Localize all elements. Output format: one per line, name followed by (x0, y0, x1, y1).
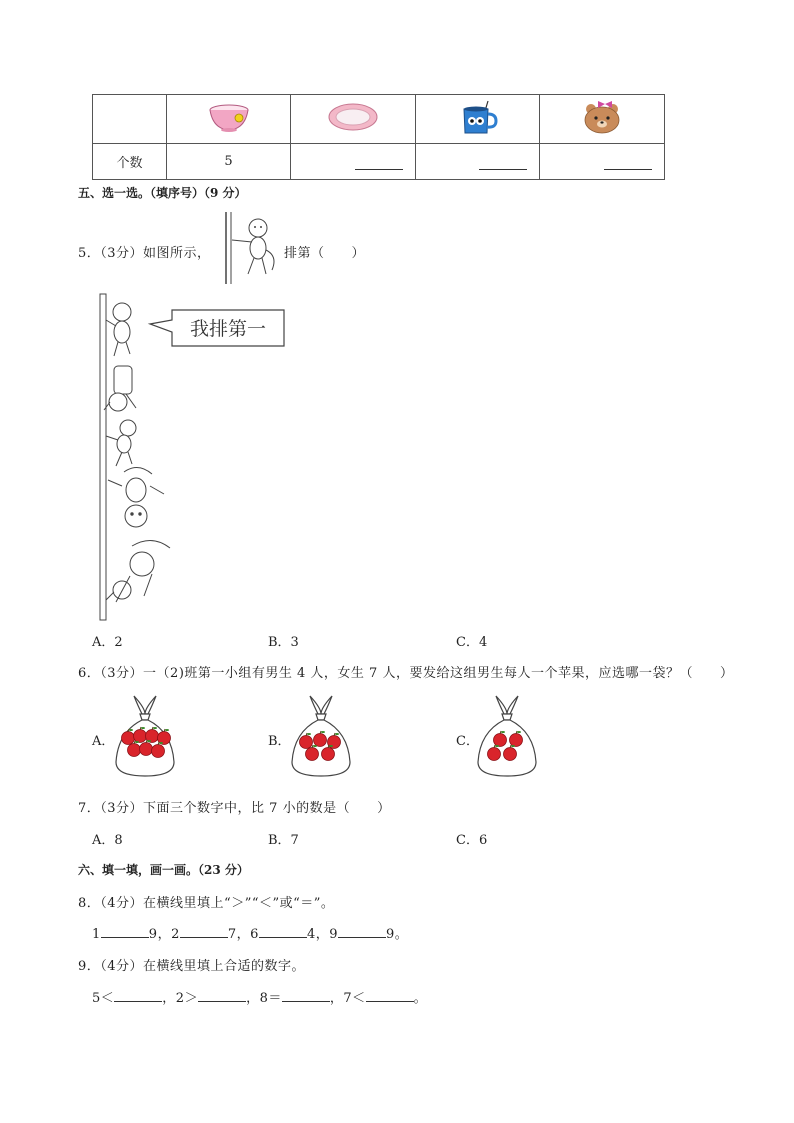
apple-bag-b[interactable] (288, 692, 354, 780)
q9-item-4-left: 7＜ (343, 991, 366, 1006)
plate-icon (327, 102, 379, 132)
count-table (92, 94, 665, 180)
q9-blank-3[interactable] (282, 988, 330, 1002)
row-label: 个数 (93, 144, 167, 180)
apple-bag-c[interactable] (474, 692, 540, 780)
q9-blank-1[interactable] (114, 988, 162, 1002)
q8-blank-2[interactable] (180, 924, 228, 938)
q9-blank-4[interactable] (366, 988, 414, 1002)
bowl-count: 5 (167, 144, 291, 180)
bear-icon (581, 100, 623, 134)
q6-text: 6．（3分）一（2)班第一小组有男生 4 人，女生 7 人，要发给这组男生每人一个苹果，应选哪一袋？（ ） (78, 666, 734, 681)
q8-blank-1[interactable] (101, 924, 149, 938)
q6-option-b[interactable]: B． (268, 734, 291, 749)
plate-count-blank[interactable] (291, 144, 416, 180)
table-cell-bowl (167, 95, 291, 144)
q7-option-c[interactable]: C．6 (456, 833, 488, 848)
q6-option-c[interactable]: C． (456, 734, 479, 749)
q5-option-a[interactable]: A．2 (92, 635, 123, 650)
q8-items: 1 9，2 7，6 4，9 9。 (92, 923, 408, 942)
table-cell-plate (291, 95, 416, 144)
section-6-title: 六、填一填，画一画。（23 分） (78, 863, 249, 877)
bear-count-blank[interactable] (540, 144, 665, 180)
table-row (93, 144, 665, 180)
q9-items: 5＜ ，2＞ ，8＝ ，7＜ 。 (92, 987, 427, 1006)
q8-item-2-left: 2 (171, 927, 180, 942)
q8-item-1-left: 1 (92, 927, 101, 942)
q6-option-a[interactable]: A． (92, 734, 115, 749)
q8-blank-4[interactable] (338, 924, 386, 938)
q8-item-3-right: 4 (306, 927, 316, 942)
cup-count-blank[interactable] (416, 144, 540, 180)
q8-item-4-right: 9。 (386, 927, 409, 942)
q7-option-a[interactable]: A．8 (92, 833, 123, 848)
q8-text: 8．（4分）在横线里填上“＞”“＜”或“＝”。 (78, 896, 335, 911)
q5-option-c[interactable]: C．4 (456, 635, 488, 650)
table-cell-cup (416, 95, 540, 144)
q8-item-4-left: 9 (329, 927, 339, 942)
q5-suffix: 排第（ ） (284, 246, 366, 261)
section-5-title: 五、选一选。（填序号）（9 分） (78, 186, 247, 200)
table-cell-bear (540, 95, 665, 144)
q9-text: 9．（4分）在横线里填上合适的数字。 (78, 959, 306, 974)
apple-bag-a[interactable] (112, 692, 178, 780)
table-cell-empty (93, 95, 167, 144)
speech-bubble-text: 我排第一 (189, 318, 267, 340)
q8-item-2-right: 7 (227, 927, 237, 942)
monkey-pole-illustration (92, 290, 288, 622)
q9-item-2-left: 2＞ (175, 991, 199, 1006)
q9-item-4-end: 。 (413, 991, 428, 1006)
q8-item-3-left: 6 (250, 927, 259, 942)
q7-option-b[interactable]: B．7 (268, 833, 299, 848)
q5-prefix: 5．（3分）如图所示， (78, 246, 211, 261)
table-row (93, 95, 665, 144)
q9-item-3-left: 8＝ (259, 991, 282, 1006)
monkey-thumbnail (222, 212, 282, 284)
q9-item-1-left: 5＜ (92, 991, 115, 1006)
q7-text: 7．（3分）下面三个数字中，比 7 小的数是（ ） (78, 801, 391, 816)
q9-blank-2[interactable] (198, 988, 246, 1002)
cup-icon (458, 99, 498, 135)
q5-option-b[interactable]: B．3 (268, 635, 299, 650)
q8-blank-3[interactable] (259, 924, 307, 938)
q8-item-1-right: 9 (148, 927, 158, 942)
bowl-icon (207, 101, 251, 133)
